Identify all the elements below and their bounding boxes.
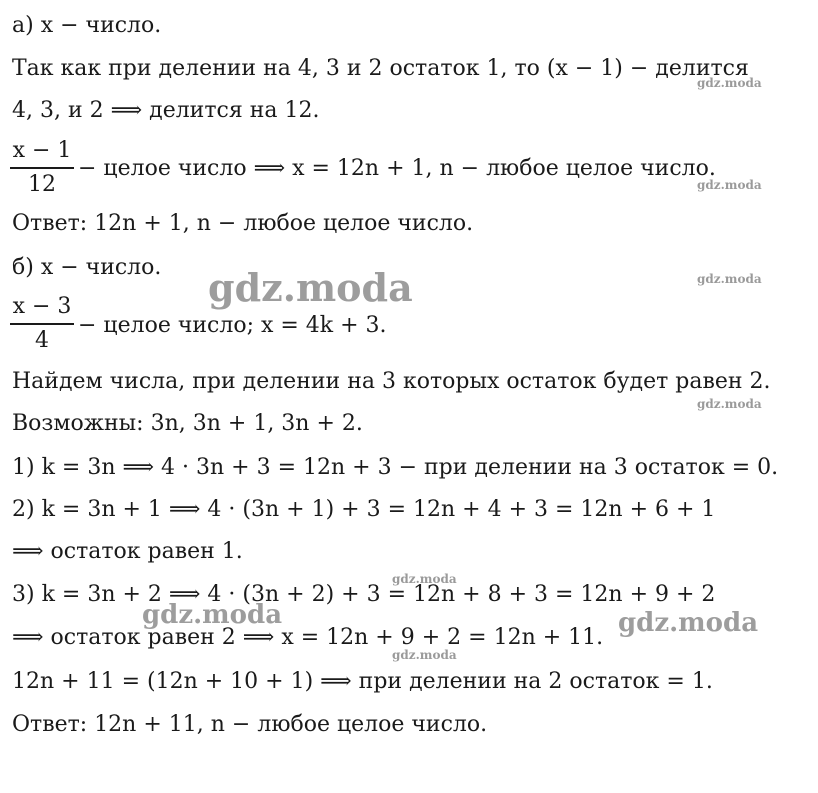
fraction-numerator: x − 1 xyxy=(12,138,72,163)
part-b-heading: б) x − число. xyxy=(12,255,162,280)
watermark-medium: gdz.moda xyxy=(618,608,759,638)
watermark-small: gdz.moda xyxy=(697,272,762,286)
part-b-case-3-result: ⟹ остаток равен 2 ⟹ x = 12n + 9 + 2 = 12n + 11. xyxy=(12,625,604,650)
part-b-line-2: Найдем числа, при делении на 3 которых остаток будет равен 2. xyxy=(12,369,771,394)
fraction-numerator: x − 3 xyxy=(12,294,72,319)
fraction-bar xyxy=(10,167,74,169)
part-b-case-2-result: ⟹ остаток равен 1. xyxy=(12,539,243,564)
watermark-medium: gdz.moda xyxy=(142,600,283,630)
part-a-line-1: Так как при делении на 4, 3 и 2 остаток 1, то (x − 1) − делится xyxy=(12,56,749,81)
watermark-large: gdz.moda xyxy=(208,265,413,310)
part-b-line-3: Возможны: 3n, 3n + 1, 3n + 2. xyxy=(12,411,363,436)
part-b-fraction xyxy=(10,294,74,354)
part-b-line-1: − целое число; x = 4k + 3. xyxy=(78,313,387,338)
part-a-answer: Ответ: 12n + 1, n − любое целое число. xyxy=(12,211,474,236)
watermark-small: gdz.moda xyxy=(697,76,762,90)
fraction-denominator: 4 xyxy=(35,327,49,353)
part-b-case-2: 2) k = 3n + 1 ⟹ 4 · (3n + 1) + 3 = 12n + 4 + 3 = 12n + 6 + 1 xyxy=(12,497,716,522)
watermark-small: gdz.moda xyxy=(697,178,762,192)
watermark-small: gdz.moda xyxy=(392,572,457,586)
part-a-fraction xyxy=(10,138,74,198)
watermark-small: gdz.moda xyxy=(697,397,762,411)
fraction-denominator: 12 xyxy=(28,171,56,197)
part-a-line-3: − целое число ⟹ x = 12n + 1, n − любое целое число. xyxy=(78,156,716,181)
watermark-small: gdz.moda xyxy=(392,648,457,662)
part-b-check: 12n + 11 = (12n + 10 + 1) ⟹ при делении на 2 остаток = 1. xyxy=(12,669,713,694)
part-a-line-2: 4, 3, и 2 ⟹ делится на 12. xyxy=(12,98,320,123)
fraction-bar xyxy=(10,323,74,325)
part-b-answer: Ответ: 12n + 11, n − любое целое число. xyxy=(12,712,488,737)
part-a-heading: а) x − число. xyxy=(12,13,162,38)
part-b-case-1: 1) k = 3n ⟹ 4 · 3n + 3 = 12n + 3 − при делении на 3 остаток = 0. xyxy=(12,455,779,480)
part-b-case-3: 3) k = 3n + 2 ⟹ 4 · (3n + 2) + 3 = 12n + 8 + 3 = 12n + 9 + 2 xyxy=(12,582,716,607)
